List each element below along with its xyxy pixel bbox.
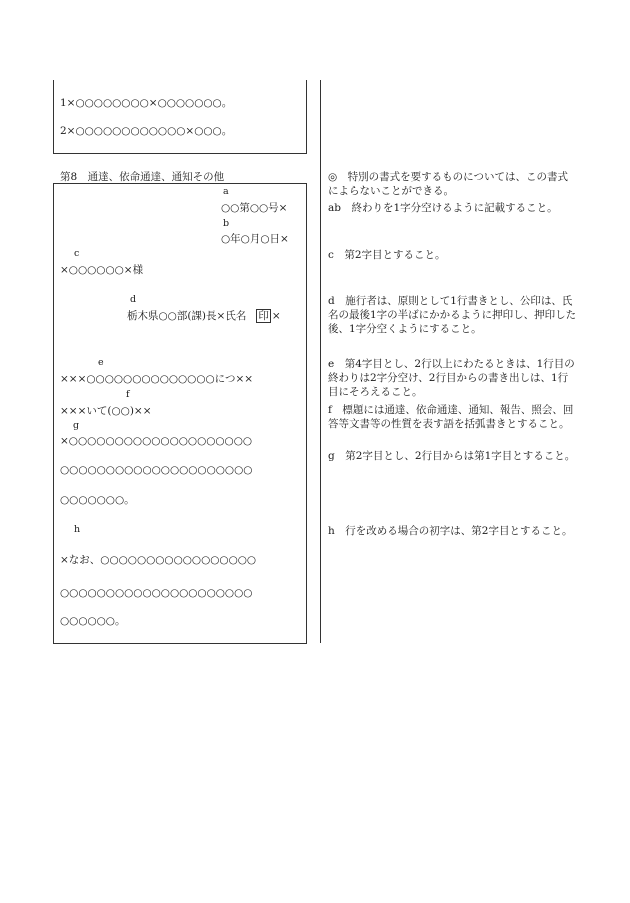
body-line-6: ○○○○○○。 (60, 615, 126, 627)
official-seal-icon: 印 (258, 310, 269, 322)
note-f: f 標題には通達、依命通達、通知、報告、照会、回答等文書等の性質を表す語を括弧書きとすること。 (328, 404, 574, 431)
body-line-4: ×なお、○○○○○○○○○○○○○○○○○ (60, 554, 257, 566)
label-h: h (74, 524, 81, 535)
document-number: ○○第○○号× (221, 202, 288, 214)
label-f: f (126, 389, 130, 400)
note-e: e 第4字目とし、2行以上にわたるときは、1行目の終わりは2字分空け、2行目からの書き出しは、1行目にそろえること。 (328, 358, 575, 399)
document-date: ○年○月○日× (221, 233, 289, 245)
addressee: ×○○○○○○×様 (60, 264, 144, 276)
top-box-line-2: 2×○○○○○○○○○○○○×○○○。 (60, 125, 233, 137)
body-line-5: ○○○○○○○○○○○○○○○○○○○○○ (60, 587, 253, 599)
note-d: d 施行者は、原則として1行書きとし、公印は、氏名の最後1字の半ばにかかるように押印し、押印した後、1字分空くようにすること。 (328, 295, 577, 336)
top-box-right-border (306, 80, 307, 154)
body-line-3: ○○○○○○○。 (60, 494, 135, 506)
label-d: d (130, 294, 137, 305)
note-h: h 行を改める場合の初字は、第2字目とすること。 (328, 525, 573, 537)
note-ab: ab 終わりを1字分空けるように記載すること。 (328, 202, 558, 214)
top-box-left-border (53, 80, 54, 154)
note-g: g 第2字目とし、2行目からは第1字目とすること。 (328, 450, 576, 462)
label-e: e (98, 357, 104, 368)
label-a: a (223, 186, 229, 197)
top-box-line-1: 1×○○○○○○○○×○○○○○○○。 (60, 97, 233, 109)
column-divider (320, 80, 321, 643)
subject-line-1: ×××○○○○○○○○○○○○○○につ×× (60, 373, 254, 385)
sender-line (127, 309, 281, 323)
label-g: g (73, 420, 80, 431)
top-box-bottom-border (53, 153, 307, 154)
note-special-format: ◎ 特別の書式を要するものについては、この書式によらないことができる。 (328, 171, 568, 198)
section-title: 第8 通達、依命通達、通知その他 (60, 171, 225, 183)
label-b: b (223, 218, 230, 229)
body-line-1: ×○○○○○○○○○○○○○○○○○○○○ (60, 435, 253, 447)
sender-name: 栃木県○○部(課)長×氏名 (127, 310, 247, 322)
subject-line-2: ×××いて(○○)×× (60, 405, 152, 417)
seal-trailing-space: × (271, 310, 281, 322)
label-c: c (74, 248, 80, 259)
body-line-2: ○○○○○○○○○○○○○○○○○○○○○ (60, 464, 253, 476)
note-c: c 第2字目とすること。 (328, 249, 446, 261)
